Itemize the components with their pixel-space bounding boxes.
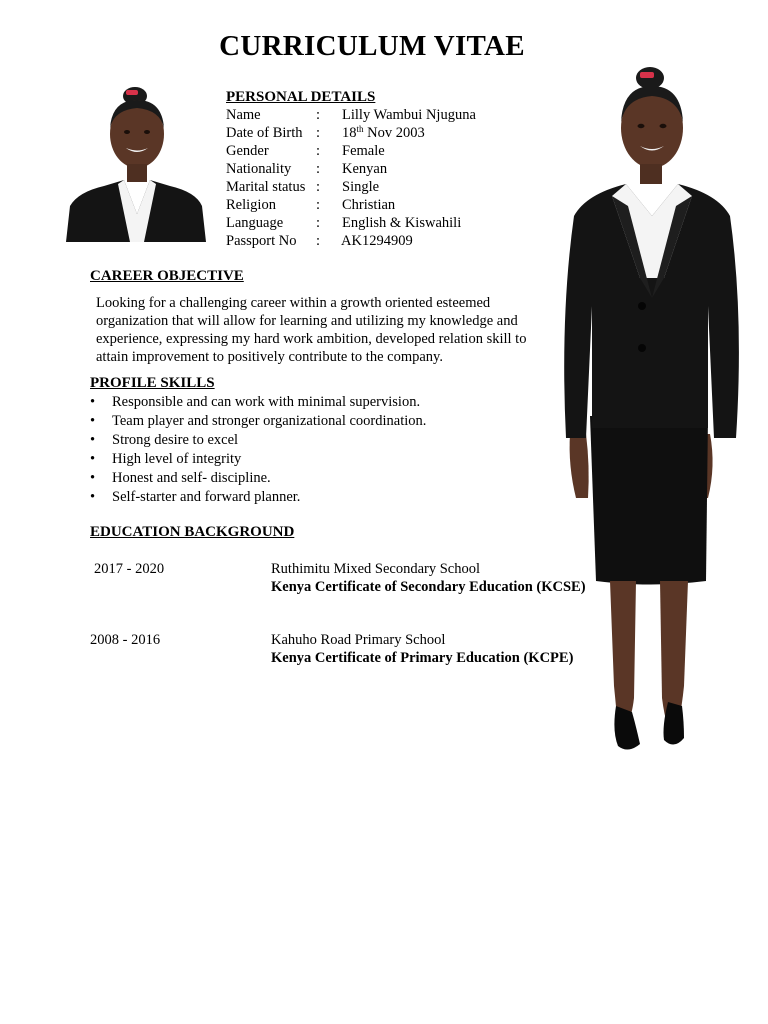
skill-text: Honest and self- discipline. (112, 470, 271, 486)
career-objective-text: Looking for a challenging career within a growth oriented esteemed organization that will allow for learning and utilizing my knowledge and experience, expressing my hard work ambition, developed relation skill to attain improvement to positively contribute to the company. (96, 295, 527, 365)
detail-value: Kenyan (342, 161, 388, 177)
detail-label: Date of Birth (226, 125, 303, 141)
education-years: 2017 - 2020 (94, 561, 165, 577)
dob-day: 18 (342, 125, 357, 141)
bullet: • (90, 489, 96, 505)
bullet: • (90, 394, 96, 410)
career-objective-heading: CAREER OBJECTIVE (90, 268, 244, 284)
detail-colon: : (316, 125, 321, 141)
detail-value: AK1294909 (341, 233, 413, 249)
detail-colon: : (316, 215, 321, 231)
skill-text: Team player and stronger organizational coordination. (112, 413, 427, 429)
full-body-photo (556, 66, 742, 754)
detail-label: Nationality (226, 161, 292, 177)
education-certificate: Kenya Certificate of Secondary Education (KCSE) (271, 579, 586, 595)
personal-details-heading: PERSONAL DETAILS (226, 89, 376, 105)
detail-label: Passport No (226, 233, 297, 249)
profile-skills-heading: PROFILE SKILLS (90, 375, 215, 391)
detail-value: Lilly Wambui Njuguna (342, 107, 476, 123)
bullet: • (90, 432, 96, 448)
skill-text: Responsible and can work with minimal supervision. (112, 394, 421, 410)
skill-text: Self-starter and forward planner. (112, 489, 301, 505)
detail-label: Gender (226, 143, 269, 159)
skill-text: Strong desire to excel (112, 432, 239, 448)
detail-value (342, 124, 425, 142)
detail-label: Language (226, 215, 284, 231)
skill-text: High level of integrity (112, 451, 242, 467)
education-years: 2008 - 2016 (90, 632, 161, 648)
detail-colon: : (316, 107, 321, 123)
bullet: • (90, 470, 96, 486)
bullet: • (90, 413, 96, 429)
detail-value: Christian (342, 197, 396, 213)
detail-colon: : (316, 233, 321, 249)
detail-value: Single (342, 179, 380, 195)
education-school: Ruthimitu Mixed Secondary School (271, 561, 481, 577)
detail-label: Religion (226, 197, 276, 213)
bullet: • (90, 451, 96, 467)
detail-colon: : (316, 143, 321, 159)
detail-colon: : (316, 197, 321, 213)
portrait-photo (64, 84, 206, 242)
detail-colon: : (316, 161, 321, 177)
education-school: Kahuho Road Primary School (271, 632, 446, 648)
detail-value: English & Kiswahili (342, 215, 462, 231)
detail-value: Female (342, 143, 385, 159)
dob-rest: Nov 2003 (363, 125, 425, 141)
education-certificate: Kenya Certificate of Primary Education (KCPE) (271, 650, 574, 666)
education-heading: EDUCATION BACKGROUND (90, 524, 295, 540)
detail-label: Marital status (226, 179, 306, 195)
page-title: CURRICULUM VITAE (219, 30, 525, 62)
detail-label: Name (226, 107, 261, 123)
dob-ordinal: th (356, 124, 364, 134)
detail-colon: : (316, 179, 321, 195)
